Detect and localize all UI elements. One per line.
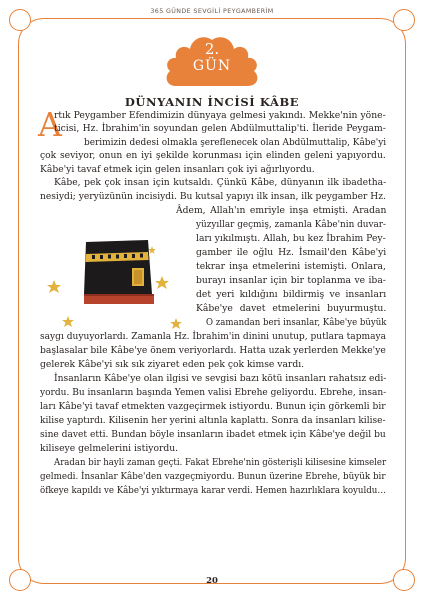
text-line: kilise yaptırdı. Kilisenin her yerini altınla kaplattı. Sonra da insanları kilise- [40, 415, 386, 426]
text-line: ticisi, Hz. İbrahim'in soyundan gelen Abdülmuttalip'ti. İleride Peygam- [54, 123, 386, 134]
text-line: tekrar inşa etmelerini istemişti. Onlara, [196, 261, 386, 272]
drop-cap: A [38, 105, 62, 144]
text-line: sine davet etti. Bundan böyle insanların ibadet etmek için Kâbe'ye değil bu [40, 429, 386, 440]
text-line: gelmedi. İnsanlar Kâbe'den vazgeçmiyordu. Bunun üzerine Ebrehe, büyük bir [40, 471, 386, 482]
text-line: Kâbe'ye davet etmelerini buyurmuştu. [196, 303, 387, 314]
text-line: yüzyıllar geçmiş, zamanla Kâbe'nin duvar- [196, 219, 387, 230]
text-line: rtık Peygamber Efendimizin dünyaya gelmesi yakındı. Mekke'nin yöne- [54, 110, 386, 121]
text-line: O zamandan beri insanlar, Kâbe'ye büyük [206, 317, 387, 328]
page-number: 20 [206, 576, 218, 586]
text-line: Aradan bir hayli zaman geçti. Fakat Ebrehe'nin gösterişli kilisesine kimseler [54, 457, 387, 468]
chapter-title: DÜNYANIN İNCİSİ KÂBE [124, 95, 300, 109]
text-line: çok seviyor, onun en iyi şekilde korunması için elinden geleni yapıyordu. [40, 150, 386, 161]
text-line: öfkeye kapıldı ve Kâbe'yi yıktırmaya karar verdi. Hemen hazırlıklara koyuldu… [40, 485, 386, 496]
text-line: saygı duyuyorlardı. Zamanla Hz. İbrahim'in dinini unutup, putlara tapmaya [40, 331, 386, 342]
text-line: başlasalar bile Kâbe'ye önem veriyorlardı. Hatta uzak yerlerden Mekke'ye [40, 345, 386, 356]
day-badge-number: 2. [204, 40, 220, 58]
running-header: 365 GÜNDE SEVGİLİ PEYGAMBERİM [150, 8, 274, 15]
text-line: Âdem, Allah'ın emriyle inşa etmişti. Aradan [176, 205, 387, 216]
text-line: gamber ile oğlu Hz. İsmail'den Kâbe'yi [196, 247, 387, 258]
kaaba-illustration [40, 232, 192, 332]
text-line: ları Kâbe'yi tavaf etmekten vazgeçirmek istiyordu. Bunun için görkemli bir [40, 401, 386, 412]
text-line: ları yıkılmıştı. Allah, bu kez İbrahim Pey- [196, 233, 386, 244]
text-line: yordu. Bu insanların başında Yemen valisi Ebrehe geliyordu. Ebrehe, insan- [40, 387, 387, 398]
text-line: kiliseye gelmelerini istiyordu. [40, 443, 179, 454]
text-line: gelerek Kâbe'yi sık sık ziyaret eden pek çok kimse vardı. [40, 359, 305, 370]
text-line: İnsanların Kâbe'ye olan ilgisi ve sevgisi bazı kötü insanları rahatsız edi- [54, 373, 387, 384]
text-line: burayı insanlar için bir toplanma ve iba- [196, 275, 386, 286]
text-line: nesiydi; yeryüzünün incisiydi. Bu kutsal yapıyı ilk insan, ilk peygamber Hz. [40, 191, 386, 202]
text-line: Kâbe, pek çok insan için kutsaldı. Çünkü Kâbe, dünyanın ilk ibadetha- [54, 177, 387, 188]
text-line: det yeri kıldığını bildirmiş ve insanları [196, 289, 387, 300]
day-badge-label: GÜN [192, 58, 232, 74]
text-line: Kâbe'yi tavaf etmek için gelen insanları çok iyi ağırlıyordu. [40, 164, 315, 175]
text-line: berimizin dedesi olmakla şereflenecek olan Abdülmuttalip, Kâbe'yi [84, 137, 387, 148]
